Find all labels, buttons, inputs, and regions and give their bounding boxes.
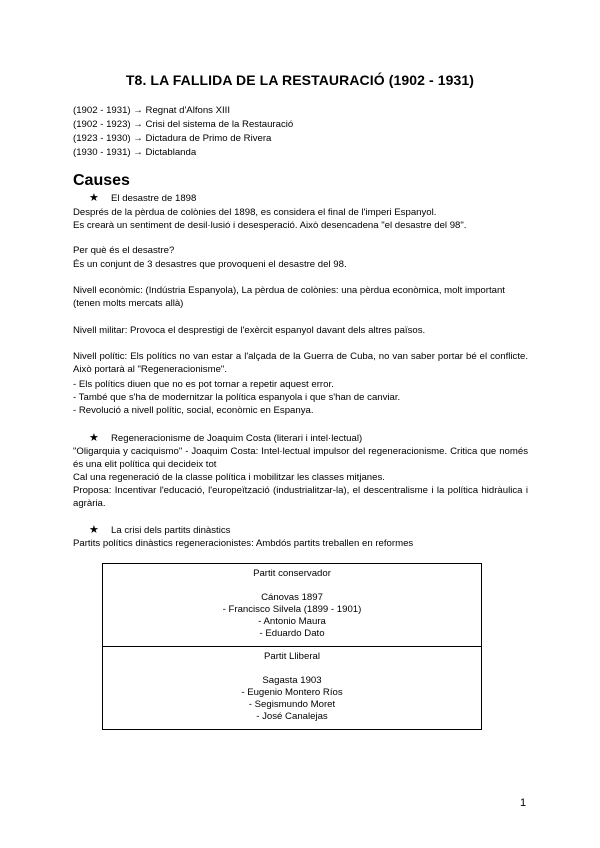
period-line: (1930 - 1931) → Dictablanda xyxy=(73,147,197,158)
question: Per què és el desastre? xyxy=(73,245,175,256)
subsection-heading-desastre: ★ El desastre de 1898 xyxy=(89,192,197,204)
table-row xyxy=(103,647,482,730)
paragraph-economic: Nivell econòmic: (Indústria Espanyola), La pèrdua de colònies: una pèrdua econòmica, molt important (tenen molts mercats allà) xyxy=(73,285,505,309)
paragraph: Proposa: Incentivar l'educació, l'europeïtzació (industrialitzar-la), el descentralisme i la política hidràulica i agrària. xyxy=(73,485,528,509)
page-number: 1 xyxy=(520,797,527,809)
party-cell-lliberal xyxy=(103,647,482,730)
subsection-heading-regeneracionisme: ★ Regeneracionisme de Joaquim Costa (literari i intel·lectual) xyxy=(89,432,363,444)
party-member: - Eduardo Dato xyxy=(259,628,325,639)
paragraph-political: Nivell polític: Els polítics no van estar a l'alçada de la Guerra de Cuba, no van saber portar bé el conflicte. Això portarà al "Regeneracionisme". xyxy=(73,351,528,375)
parties-table xyxy=(102,563,482,730)
party-member: Cánovas 1897 xyxy=(261,592,323,603)
party-member: Sagasta 1903 xyxy=(262,675,322,686)
star-icon: ★ xyxy=(89,432,99,444)
paragraph: Partits polítics dinàstics regeneracionistes: Ambdós partits treballen en reformes xyxy=(73,538,414,549)
party-member: - Eugenio Montero Ríos xyxy=(241,687,343,698)
bullet-item: - També que s'ha de modernitzar la política espanyola i que s'han de canviar. xyxy=(73,392,401,403)
paragraph: Es crearà un sentiment de desil·lusió i desesperació. Això desencadena "el desastre del 98". xyxy=(73,220,467,231)
bullet-item: - Els polítics diuen que no es pot tornar a repetir aquest error. xyxy=(73,379,334,390)
party-name: Partit conservador xyxy=(253,568,331,579)
party-member: - Antonio Maura xyxy=(258,616,326,627)
paragraph-military: Nivell militar: Provoca el desprestigi de l'exèrcit espanyol davant dels altres països. xyxy=(73,325,426,336)
party-name: Partit Lliberal xyxy=(264,651,320,662)
period-line: (1923 - 1930) → Dictadura de Primo de Rivera xyxy=(73,133,272,144)
party-member: - José Canalejas xyxy=(256,711,328,722)
paragraph: "Oligarquia y caciquismo" - Joaquim Costa: Intel·lectual impulsor del regeneracionisme. Critica que només és una elit política qui decideix tot xyxy=(73,446,528,470)
period-line: (1902 - 1931) → Regnat d'Alfons XIII xyxy=(73,105,231,116)
party-member: - Segismundo Moret xyxy=(248,699,336,710)
table-row xyxy=(103,564,482,647)
party-member: - Francisco Silvela (1899 - 1901) xyxy=(222,604,362,615)
star-icon: ★ xyxy=(89,524,99,536)
page-title: T8. LA FALLIDA DE LA RESTAURACIÓ (1902 - 1931) xyxy=(125,72,475,88)
star-icon: ★ xyxy=(89,192,99,204)
paragraph: És un conjunt de 3 desastres que provoqueni el desastre del 98. xyxy=(73,259,347,270)
bullet-item: - Revolució a nivell polític, social, econòmic en Espanya. xyxy=(73,405,314,416)
paragraph: Després de la pèrdua de colònies del 1898, es considera el final de l'imperi Espanyol. xyxy=(73,207,437,218)
party-cell-conservador xyxy=(103,564,482,647)
period-line: (1902 - 1923) → Crisi del sistema de la Restauració xyxy=(73,119,294,130)
section-heading-causes: Causes xyxy=(73,172,130,189)
paragraph: Cal una regeneració de la classe política i mobilitzar les classes mitjanes. xyxy=(73,472,385,483)
subsection-heading-partits: ★ La crisi dels partits dinàstics xyxy=(89,524,231,536)
